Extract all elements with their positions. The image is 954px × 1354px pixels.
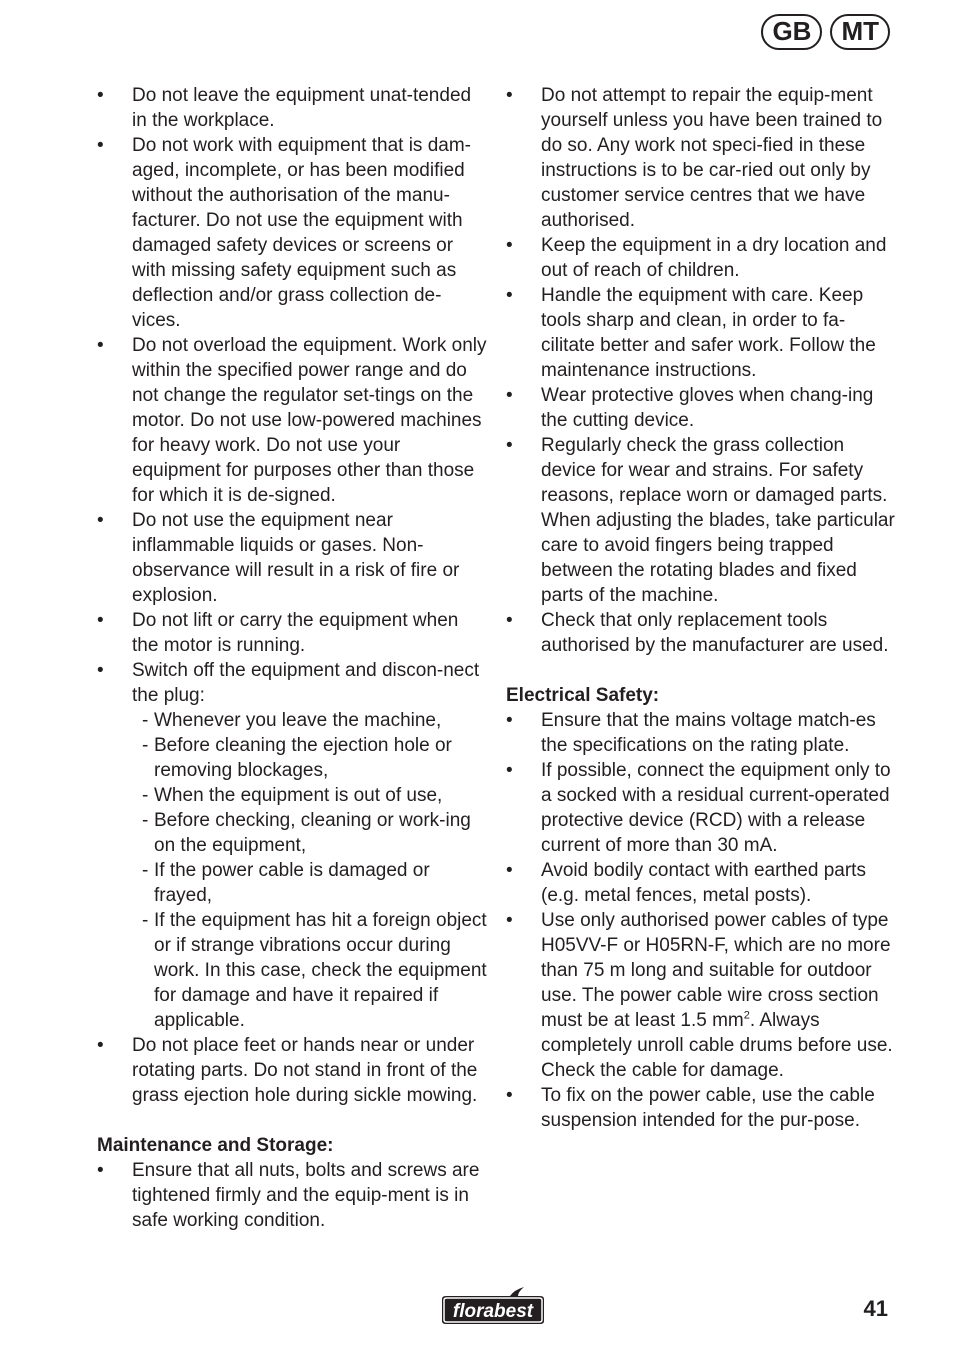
safety-list-top — [97, 83, 487, 1108]
cable-text-after: . Always completely unroll cable drums before use. Check the cable for damage. — [541, 1010, 893, 1081]
logo-text: florabest — [452, 1301, 534, 1322]
switch-off-intro: Switch off the equipment and discon-nect the plug: — [132, 660, 480, 706]
sublist-item: - Whenever you leave the machine, — [142, 708, 487, 733]
list-item: • Do not leave the equipment unat-tended in the workplace. — [97, 83, 487, 133]
sublist-item: - If the equipment has hit a foreign object or if strange vibrations occur during work. In this case, check the equipment for damage and have it repaired if applicable. — [142, 908, 487, 1033]
list-item: • Do not overload the equipment. Work only within the specified power range and do not change the regulator set-tings on the motor. Do not use low-powered machines for heavy work. Do not use your equipment for purposes other than those for which it is de-signed. — [97, 333, 487, 508]
list-item: • Ensure that the mains voltage match-es the specifications on the rating plate. — [506, 708, 896, 758]
sublist-item: - Before checking, cleaning or work-ing on the equipment, — [142, 808, 487, 858]
florabest-logo-graphic — [438, 1286, 548, 1328]
list-item: • To fix on the power cable, use the cable suspension intended for the pur-pose. — [506, 1083, 896, 1133]
language-badges — [761, 14, 890, 50]
list-item: • Handle the equipment with care. Keep tools sharp and clean, in order to fa-cilitate better and safer work. Follow the maintenance instructions. — [506, 283, 896, 383]
cable-list-item — [506, 908, 896, 1083]
lang-badge-gb: GB — [761, 14, 822, 50]
sublist-item: - When the equipment is out of use, — [142, 783, 487, 808]
list-item: • Ensure that all nuts, bolts and screws are tightened firmly and the equip-ment is in safe working condition. — [97, 1158, 487, 1233]
list-item: • Avoid bodily contact with earthed parts (e.g. metal fences, metal posts). — [506, 858, 896, 908]
page-number: 41 — [863, 1296, 888, 1321]
left-column — [97, 83, 487, 1233]
maintenance-heading: Maintenance and Storage: — [97, 1135, 334, 1156]
list-item: • Keep the equipment in a dry location and out of reach of children. — [506, 233, 896, 283]
florabest-logo — [438, 1286, 548, 1333]
safety-list-right — [506, 83, 896, 658]
list-item: • Regularly check the grass collection device for wear and strains. For safety reasons, replace worn or damaged parts. When adjusting the blades, take particular care to avoid fingers being trapped between the rotating blades and fixed parts of the machine. — [506, 433, 896, 608]
sublist-item: - If the power cable is damaged or frayed, — [142, 858, 487, 908]
list-item: • Do not attempt to repair the equip-ment yourself unless you have been trained to do so. Any work not speci-fied in these instructions is to be car-ried out only by customer service centres that we have authorised. — [506, 83, 896, 233]
list-item: • Do not work with equipment that is dam-aged, incomplete, or has been modified without the authorisation of the manu-facturer. Do not use the equipment with damaged safety devices or screens or with missing safety equipment such as deflection and/or grass collection de-vices. — [97, 133, 487, 333]
cable-text-before: Use only authorised power cables of type H05VV-F or H05RN-F, which are no more than 75 m long and suitable for outdoor use. The power cable wire cross section must be at least 1.5 mm — [541, 910, 891, 1031]
maintenance-list — [97, 1158, 487, 1233]
right-column — [506, 83, 896, 1133]
list-item: • If possible, connect the equipment only to a socked with a residual current-operated protective device (RCD) with a release current of more than 30 mA. — [506, 758, 896, 858]
list-item: • Do not lift or carry the equipment when the motor is running. — [97, 608, 487, 658]
electrical-list — [506, 708, 896, 1133]
list-item: • Wear protective gloves when chang-ing the cutting device. — [506, 383, 896, 433]
list-item: • Do not place feet or hands near or under rotating parts. Do not stand in front of the grass ejection hole during sickle mowing. — [97, 1033, 487, 1108]
electrical-heading: Electrical Safety: — [506, 685, 660, 706]
switch-off-item — [97, 658, 487, 1033]
superscript-two: 2 — [743, 1009, 750, 1022]
list-item: • Do not use the equipment near inflammable liquids or gases. Non-observance will result in a risk of fire or explosion. — [97, 508, 487, 608]
sublist-item: - Before cleaning the ejection hole or removing blockages, — [142, 733, 487, 783]
lang-badge-mt: MT — [830, 14, 890, 50]
list-item: • Check that only replacement tools authorised by the manufacturer are used. — [506, 608, 896, 658]
switch-off-sublist — [132, 708, 487, 1033]
